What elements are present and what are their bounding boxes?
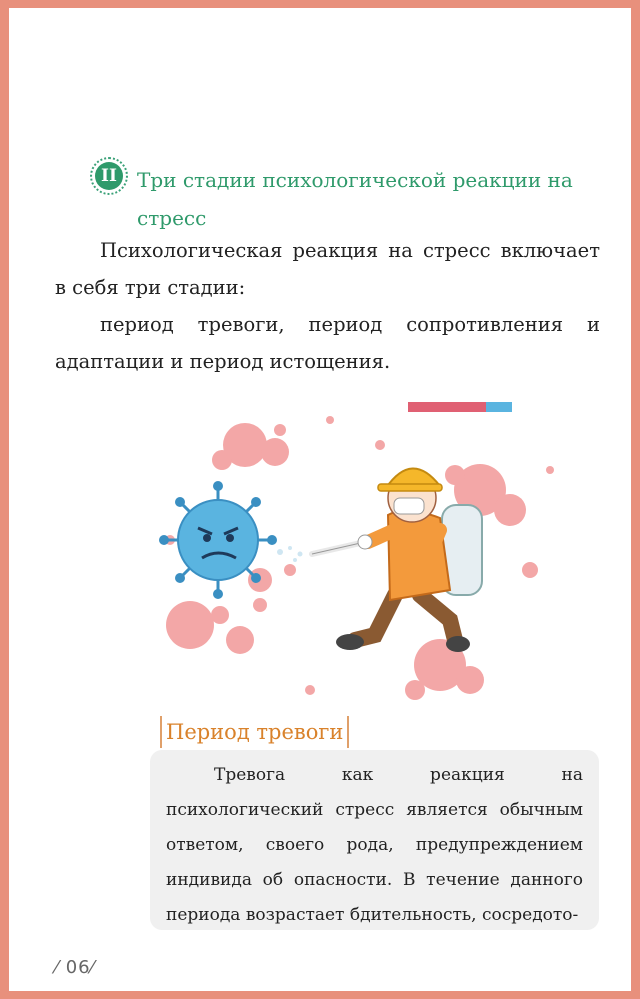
page-number-slash-right: ⁄ [90,957,95,978]
spray-mist [277,546,303,562]
worker-spraying-virus-illustration [150,390,590,720]
section-number-badge [90,157,128,195]
decorative-bar [408,402,512,412]
section-number: II [95,162,123,190]
page-number [55,957,95,978]
section-title: Три стадии психологической реакции на стресс [137,168,573,230]
page-number-value: 06 [65,957,91,978]
subheading: Период тревоги [160,716,349,748]
body-text [55,232,600,380]
body-paragraph-1: Психологическая реакция на стресс включает в себя три стадии: [55,239,600,299]
info-box [150,750,599,930]
info-box-text: Тревога как реакция на психологический стресс является обычным ответом, своего рода, предупреждением индивида об опасности. В течение данного периода возрастает бдительность, сосредото- [166,765,583,925]
virus-icon [159,481,277,599]
body-paragraph-2: период тревоги, период сопротивления и адаптации и период истощения. [55,313,600,373]
page-number-slash-left: ⁄ [55,957,66,978]
